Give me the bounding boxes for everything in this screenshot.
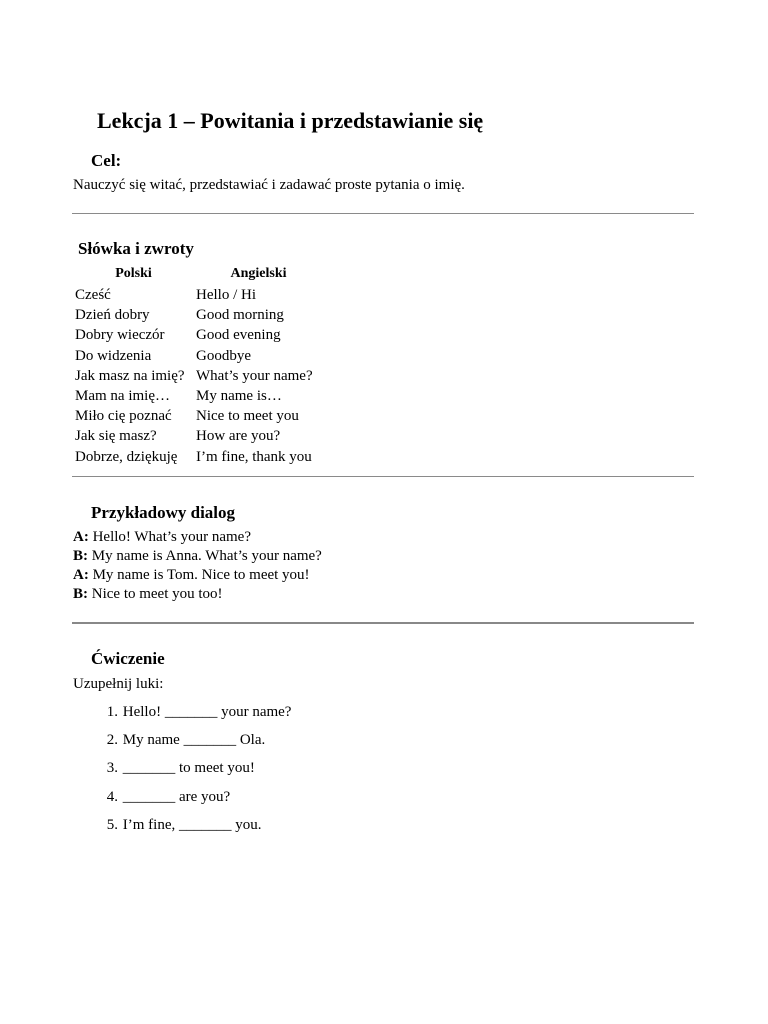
list-item xyxy=(73,730,291,758)
item-text: My name _______ Ola. xyxy=(122,732,266,749)
english-cell: Good morning xyxy=(196,307,284,324)
table-row xyxy=(73,406,323,426)
table-row xyxy=(73,426,323,446)
table-row xyxy=(73,305,323,325)
polish-cell: Jak masz na imię? xyxy=(75,367,185,384)
goal-text: Nauczyć się witać, przedstawiać i zadawać proste pytania o imię. xyxy=(73,177,465,193)
item-number: 3. xyxy=(106,760,118,777)
speaker-label: B: xyxy=(73,548,88,564)
dialog-text: Hello! What’s your name? xyxy=(92,529,252,545)
polish-cell: Dzień dobry xyxy=(75,307,150,324)
english-cell: I’m fine, thank you xyxy=(196,448,312,465)
item-text: I’m fine, _______ you. xyxy=(122,816,262,833)
item-number: 1. xyxy=(106,704,118,720)
table-row xyxy=(73,325,323,345)
item-number: 5. xyxy=(106,816,118,833)
dialog-heading: Przykładowy dialog xyxy=(91,503,236,522)
column-header-english: Angielski xyxy=(230,266,287,281)
dialog-text: My name is Tom. Nice to meet you! xyxy=(92,567,310,583)
dialog-text: Nice to meet you too! xyxy=(91,586,223,602)
english-cell: How are you? xyxy=(196,428,281,445)
english-cell: What’s your name? xyxy=(196,367,313,384)
divider xyxy=(72,476,694,477)
exercise-list xyxy=(73,702,291,843)
list-item xyxy=(73,815,291,843)
polish-cell: Mam na imię… xyxy=(75,388,170,405)
item-text: Hello! _______ your name? xyxy=(122,704,292,720)
table-row xyxy=(73,346,323,366)
divider xyxy=(72,622,694,624)
table-row xyxy=(73,285,323,305)
english-cell: My name is… xyxy=(196,388,282,405)
polish-cell: Cześć xyxy=(75,287,111,303)
polish-cell: Do widzenia xyxy=(75,347,152,364)
dialog-line xyxy=(73,586,223,603)
polish-cell: Jak się masz? xyxy=(75,428,157,445)
polish-cell: Dobrze, dziękuję xyxy=(75,448,178,465)
dialog-text: My name is Anna. What’s your name? xyxy=(91,548,322,564)
goal-heading: Cel: xyxy=(91,151,122,170)
dialog-line xyxy=(73,548,322,565)
table-row xyxy=(73,447,323,467)
vocab-table xyxy=(73,266,323,467)
list-item xyxy=(73,758,291,786)
table-row xyxy=(73,366,323,386)
polish-cell: Dobry wieczór xyxy=(75,327,165,344)
list-item xyxy=(73,702,291,730)
dialog-line xyxy=(73,567,310,584)
exercise-instruction: Uzupełnij luki: xyxy=(73,676,164,692)
item-text: _______ to meet you! xyxy=(122,760,255,777)
vocab-table-header xyxy=(73,266,323,285)
dialog-line xyxy=(73,529,251,546)
item-number: 4. xyxy=(106,788,118,805)
item-number: 2. xyxy=(106,732,118,749)
polish-cell: Miło cię poznać xyxy=(75,408,172,425)
english-cell: Good evening xyxy=(196,327,281,344)
divider xyxy=(72,213,694,214)
exercise-heading: Ćwiczenie xyxy=(91,649,165,668)
vocab-heading: Słówka i zwroty xyxy=(78,239,194,258)
page-title: Lekcja 1 – Powitania i przedstawianie się xyxy=(97,108,484,133)
english-cell: Nice to meet you xyxy=(196,408,299,425)
speaker-label: A: xyxy=(73,567,89,583)
english-cell: Hello / Hi xyxy=(196,287,256,303)
speaker-label: B: xyxy=(73,586,88,602)
item-text: _______ are you? xyxy=(122,788,231,805)
english-cell: Goodbye xyxy=(196,347,251,364)
speaker-label: A: xyxy=(73,529,89,545)
column-header-polish: Polski xyxy=(115,266,152,281)
table-row xyxy=(73,386,323,406)
list-item xyxy=(73,787,291,815)
